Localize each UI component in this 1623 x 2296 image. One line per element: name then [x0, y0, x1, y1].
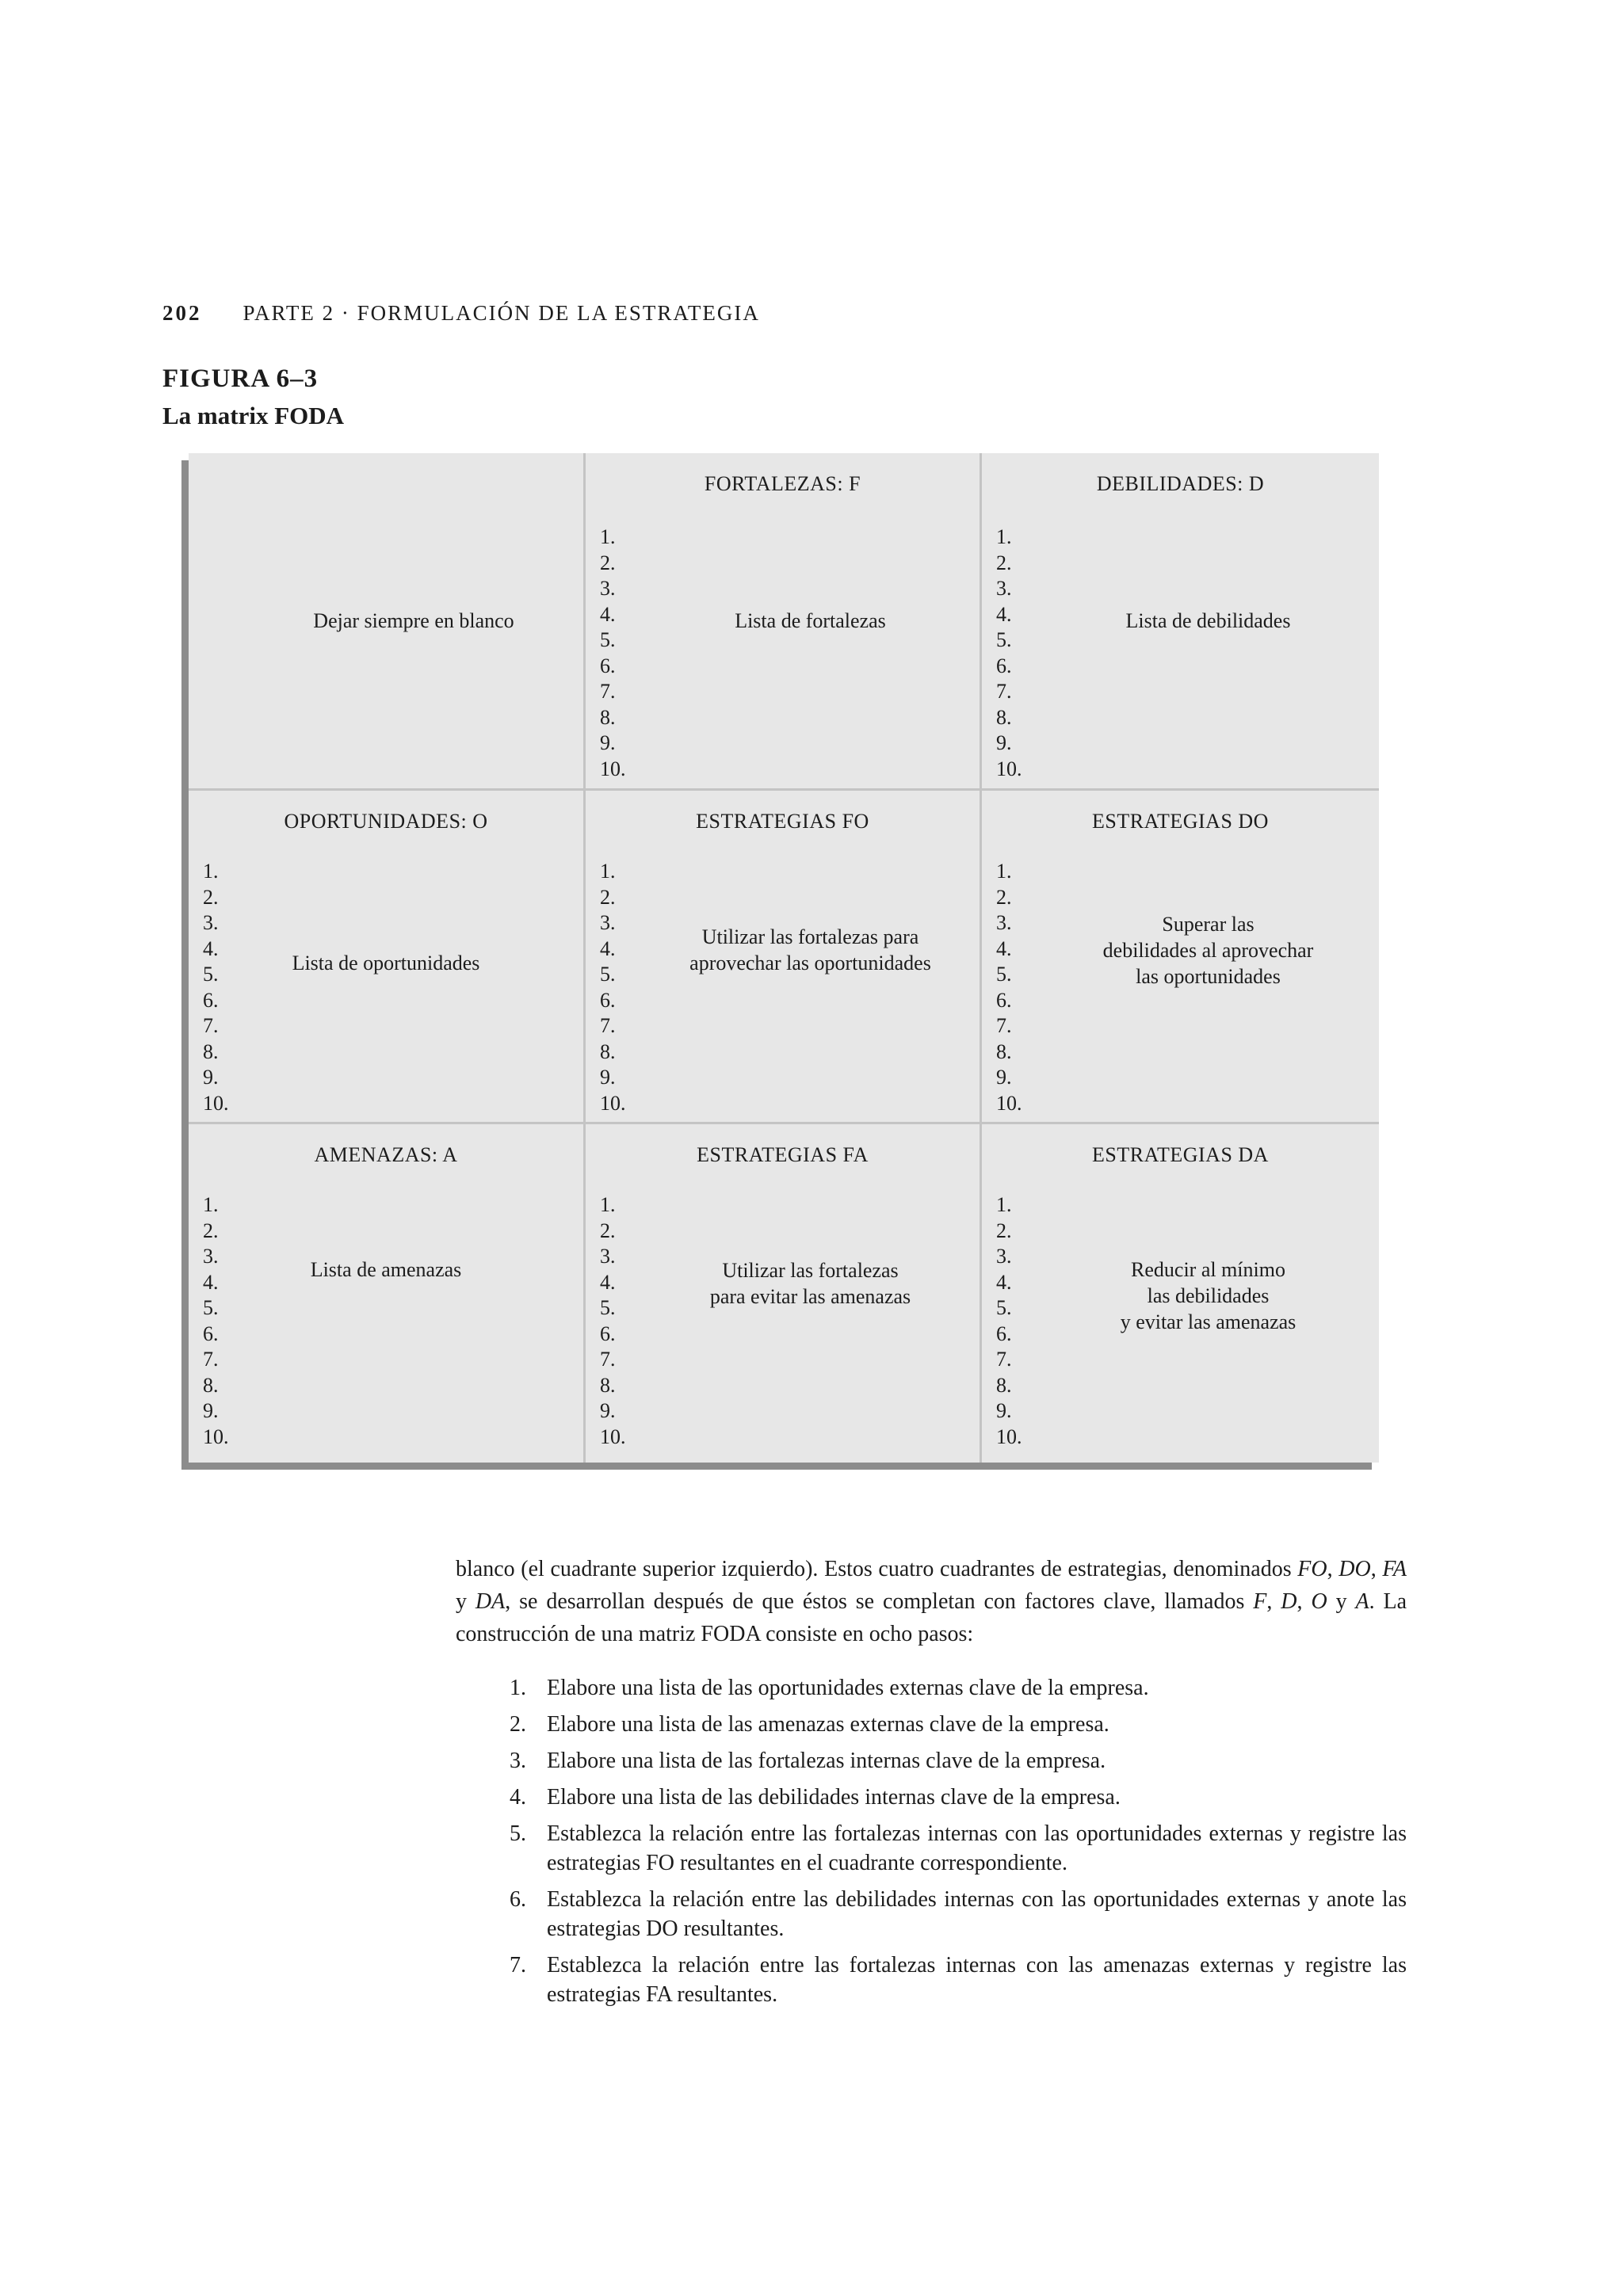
body-italic: DO	[1338, 1557, 1371, 1581]
list-number: 6.	[996, 654, 1012, 677]
list-number: 3.	[600, 911, 616, 934]
cell-estrategias-do	[980, 788, 1379, 1122]
body-italic: F	[1253, 1589, 1267, 1614]
list-number: 10.	[600, 757, 626, 780]
cell-debilidades-title: DEBILIDADES: D	[1096, 472, 1265, 495]
list-number: 8.	[203, 1039, 219, 1063]
list-number: 3.	[996, 577, 1012, 600]
list-number: 8.	[203, 1373, 219, 1397]
body-italic: D	[1281, 1589, 1297, 1614]
list-number: 6.	[600, 654, 616, 677]
list-number: 2.	[203, 885, 219, 909]
list-number: 8.	[996, 705, 1012, 729]
cell-fo-title: ESTRATEGIAS FO	[696, 810, 869, 833]
list-number: 6.	[600, 1322, 616, 1345]
list-number: 3.	[203, 1245, 219, 1268]
cell-fo-desc	[657, 924, 964, 976]
list-number: 10.	[996, 1425, 1022, 1448]
step-text: Elabore una lista de las oportunidades externas clave de la empresa.	[547, 1676, 1149, 1700]
cell-blank-desc: Dejar siempre en blanco	[313, 609, 514, 632]
list-number: 10.	[600, 1425, 626, 1448]
cell-estrategias-fa	[583, 1122, 980, 1463]
step-item	[456, 1885, 1407, 1943]
list-number: 6.	[996, 988, 1012, 1012]
cell-oportunidades	[189, 788, 583, 1122]
list-number: 4.	[203, 1270, 219, 1294]
cell-da-title: ESTRATEGIAS DA	[1092, 1143, 1269, 1166]
list-number: 3.	[203, 911, 219, 934]
list-number: 7.	[996, 680, 1012, 703]
list-number: 2.	[600, 551, 616, 574]
list-number: 1.	[996, 860, 1012, 883]
list-number: 5.	[600, 1296, 616, 1319]
body-text: blanco (el cuadrante superior izquierdo). Estos cuatro cuadrantes de estrategias, denominados	[456, 1557, 1298, 1581]
numbered-list	[996, 859, 1022, 1116]
list-number: 7.	[600, 1348, 616, 1371]
desc-line: y evitar las amenazas	[1120, 1310, 1296, 1333]
step-item	[456, 1746, 1407, 1775]
step-text: Establezca la relación entre las fortalezas internas con las oportunidades externas y registre las estrategias FO resultantes en el cuadrante correspondiente.	[547, 1821, 1407, 1875]
list-number: 9.	[996, 731, 1012, 754]
numbered-list	[600, 1192, 626, 1450]
cell-estrategias-fo	[583, 788, 980, 1122]
list-number: 5.	[996, 1296, 1012, 1319]
step-item	[456, 1783, 1407, 1812]
body-italic: A	[1355, 1589, 1369, 1614]
cell-fortalezas-desc: Lista de fortalezas	[735, 609, 886, 632]
cell-debilidades-desc: Lista de debilidades	[1125, 609, 1291, 632]
list-number: 8.	[996, 1039, 1012, 1063]
list-number: 6.	[203, 988, 219, 1012]
step-item	[456, 1710, 1407, 1739]
body-text: , se desarrollan después de que éstos se completan con factores clave, llamados	[505, 1589, 1254, 1614]
list-number: 4.	[600, 1270, 616, 1294]
list-number: 1.	[996, 525, 1012, 548]
list-number: 5.	[203, 963, 219, 986]
list-number: 10.	[203, 1091, 229, 1115]
list-number: 8.	[600, 1039, 616, 1063]
list-number: 4.	[996, 1270, 1012, 1294]
numbered-list	[203, 859, 229, 1116]
list-number: 5.	[600, 963, 616, 986]
list-number: 6.	[600, 988, 616, 1012]
list-number: 9.	[203, 1066, 219, 1089]
desc-line: las oportunidades	[1136, 965, 1281, 988]
list-number: 6.	[996, 1322, 1012, 1345]
list-number: 2.	[996, 1219, 1012, 1242]
cell-oportunidades-desc: Lista de oportunidades	[292, 952, 480, 974]
body-paragraph	[456, 1553, 1407, 1650]
step-text: Elabore una lista de las debilidades internas clave de la empresa.	[547, 1785, 1121, 1810]
list-number: 2.	[996, 551, 1012, 574]
cell-blank	[189, 453, 583, 788]
list-number: 4.	[203, 936, 219, 960]
list-number: 9.	[600, 731, 616, 754]
numbered-list	[600, 524, 626, 782]
body-italic: FO	[1297, 1557, 1327, 1581]
list-number: 5.	[600, 628, 616, 651]
step-number: 4.	[510, 1785, 526, 1810]
list-number: 5.	[996, 963, 1012, 986]
numbered-list	[996, 1192, 1022, 1450]
step-number: 5.	[510, 1821, 526, 1846]
list-number: 9.	[996, 1399, 1012, 1422]
list-number: 7.	[600, 1014, 616, 1037]
list-number: 5.	[203, 1296, 219, 1319]
list-number: 10.	[203, 1425, 229, 1448]
body-text: ,	[1266, 1589, 1281, 1614]
list-number: 7.	[996, 1348, 1012, 1371]
numbered-list	[203, 1192, 229, 1450]
page-number: 202	[162, 301, 202, 325]
figure-caption: La matrix FODA	[162, 402, 345, 429]
step-number: 2.	[510, 1712, 526, 1737]
list-number: 9.	[600, 1399, 616, 1422]
step-number: 6.	[510, 1887, 526, 1912]
numbered-list	[996, 524, 1022, 782]
list-number: 3.	[996, 1245, 1012, 1268]
cell-oportunidades-title: OPORTUNIDADES: O	[284, 810, 488, 833]
steps-list	[456, 1673, 1407, 2016]
step-text: Elabore una lista de las amenazas externas clave de la empresa.	[547, 1712, 1109, 1737]
list-number: 6.	[203, 1322, 219, 1345]
list-number: 5.	[996, 628, 1012, 651]
cell-fortalezas	[583, 453, 980, 788]
list-number: 2.	[996, 885, 1012, 909]
list-number: 8.	[600, 705, 616, 729]
body-text: ,	[1296, 1589, 1312, 1614]
step-text: Establezca la relación entre las debilidades internas con las oportunidades externas y anote las estrategias DO resultantes.	[547, 1887, 1407, 1941]
list-number: 3.	[600, 1245, 616, 1268]
list-number: 1.	[203, 1193, 219, 1216]
list-number: 10.	[996, 1091, 1022, 1115]
step-text: Establezca la relación entre las fortalezas internas con las amenazas externas y registre las estrategias FA resultantes.	[547, 1953, 1407, 2007]
body-italic: FA	[1382, 1557, 1407, 1581]
desc-line: para evitar las amenazas	[709, 1285, 911, 1308]
list-number: 7.	[996, 1014, 1012, 1037]
list-number: 4.	[996, 602, 1012, 626]
numbered-list	[600, 859, 626, 1116]
list-number: 9.	[600, 1066, 616, 1089]
list-number: 8.	[600, 1373, 616, 1397]
cell-do-desc	[1053, 911, 1363, 990]
figure-label: FIGURA 6–3	[162, 364, 319, 393]
body-italic: O	[1311, 1589, 1327, 1614]
list-number: 1.	[600, 860, 616, 883]
cell-amenazas	[189, 1122, 583, 1463]
list-number: 4.	[996, 936, 1012, 960]
step-item	[456, 1951, 1407, 2009]
desc-line: debilidades al aprovechar	[1102, 939, 1314, 962]
body-italic: DA	[475, 1589, 506, 1614]
body-text: y	[1327, 1589, 1356, 1614]
list-number: 2.	[203, 1219, 219, 1242]
list-number: 7.	[600, 680, 616, 703]
desc-line: Utilizar las fortalezas para	[701, 925, 919, 948]
cell-debilidades	[980, 453, 1379, 788]
list-number: 1.	[600, 1193, 616, 1216]
cell-fa-desc	[657, 1257, 964, 1310]
list-number: 10.	[600, 1091, 626, 1115]
list-number: 1.	[203, 860, 219, 883]
list-number: 8.	[996, 1373, 1012, 1397]
step-item	[456, 1673, 1407, 1703]
desc-line: Superar las	[1162, 913, 1254, 936]
step-item	[456, 1819, 1407, 1878]
cell-da-desc	[1053, 1257, 1363, 1335]
running-header	[162, 301, 760, 333]
list-number: 3.	[996, 911, 1012, 934]
list-number: 9.	[203, 1399, 219, 1422]
body-text: y	[456, 1589, 475, 1614]
cell-fortalezas-title: FORTALEZAS: F	[704, 472, 861, 495]
list-number: 3.	[600, 577, 616, 600]
desc-line: Reducir al mínimo	[1131, 1258, 1285, 1281]
list-number: 4.	[600, 602, 616, 626]
step-number: 1.	[510, 1676, 526, 1700]
list-number: 7.	[203, 1348, 219, 1371]
body-text: ,	[1327, 1557, 1339, 1581]
step-number: 7.	[510, 1953, 526, 1978]
body-text: ,	[1370, 1557, 1383, 1581]
list-number: 2.	[600, 885, 616, 909]
foda-matrix	[189, 453, 1379, 1463]
cell-amenazas-desc: Lista de amenazas	[310, 1258, 462, 1281]
step-text: Elabore una lista de las fortalezas internas clave de la empresa.	[547, 1749, 1106, 1773]
desc-line: las debilidades	[1147, 1284, 1270, 1307]
desc-line: Utilizar las fortalezas	[722, 1259, 899, 1282]
list-number: 7.	[203, 1014, 219, 1037]
section-title: PARTE 2 · FORMULACIÓN DE LA ESTRATEGIA	[242, 301, 760, 325]
list-number: 1.	[600, 525, 616, 548]
list-number: 4.	[600, 936, 616, 960]
cell-do-title: ESTRATEGIAS DO	[1092, 810, 1269, 833]
cell-estrategias-da	[980, 1122, 1379, 1463]
desc-line: aprovechar las oportunidades	[689, 952, 931, 974]
list-number: 9.	[996, 1066, 1012, 1089]
cell-amenazas-title: AMENAZAS: A	[314, 1143, 458, 1166]
list-number: 10.	[996, 757, 1022, 780]
list-number: 1.	[996, 1193, 1012, 1216]
step-number: 3.	[510, 1749, 526, 1773]
cell-fa-title: ESTRATEGIAS FA	[697, 1143, 869, 1166]
list-number: 2.	[600, 1219, 616, 1242]
body-text: . La construcción de una matriz FODA consiste en ocho pasos:	[456, 1589, 1407, 1646]
